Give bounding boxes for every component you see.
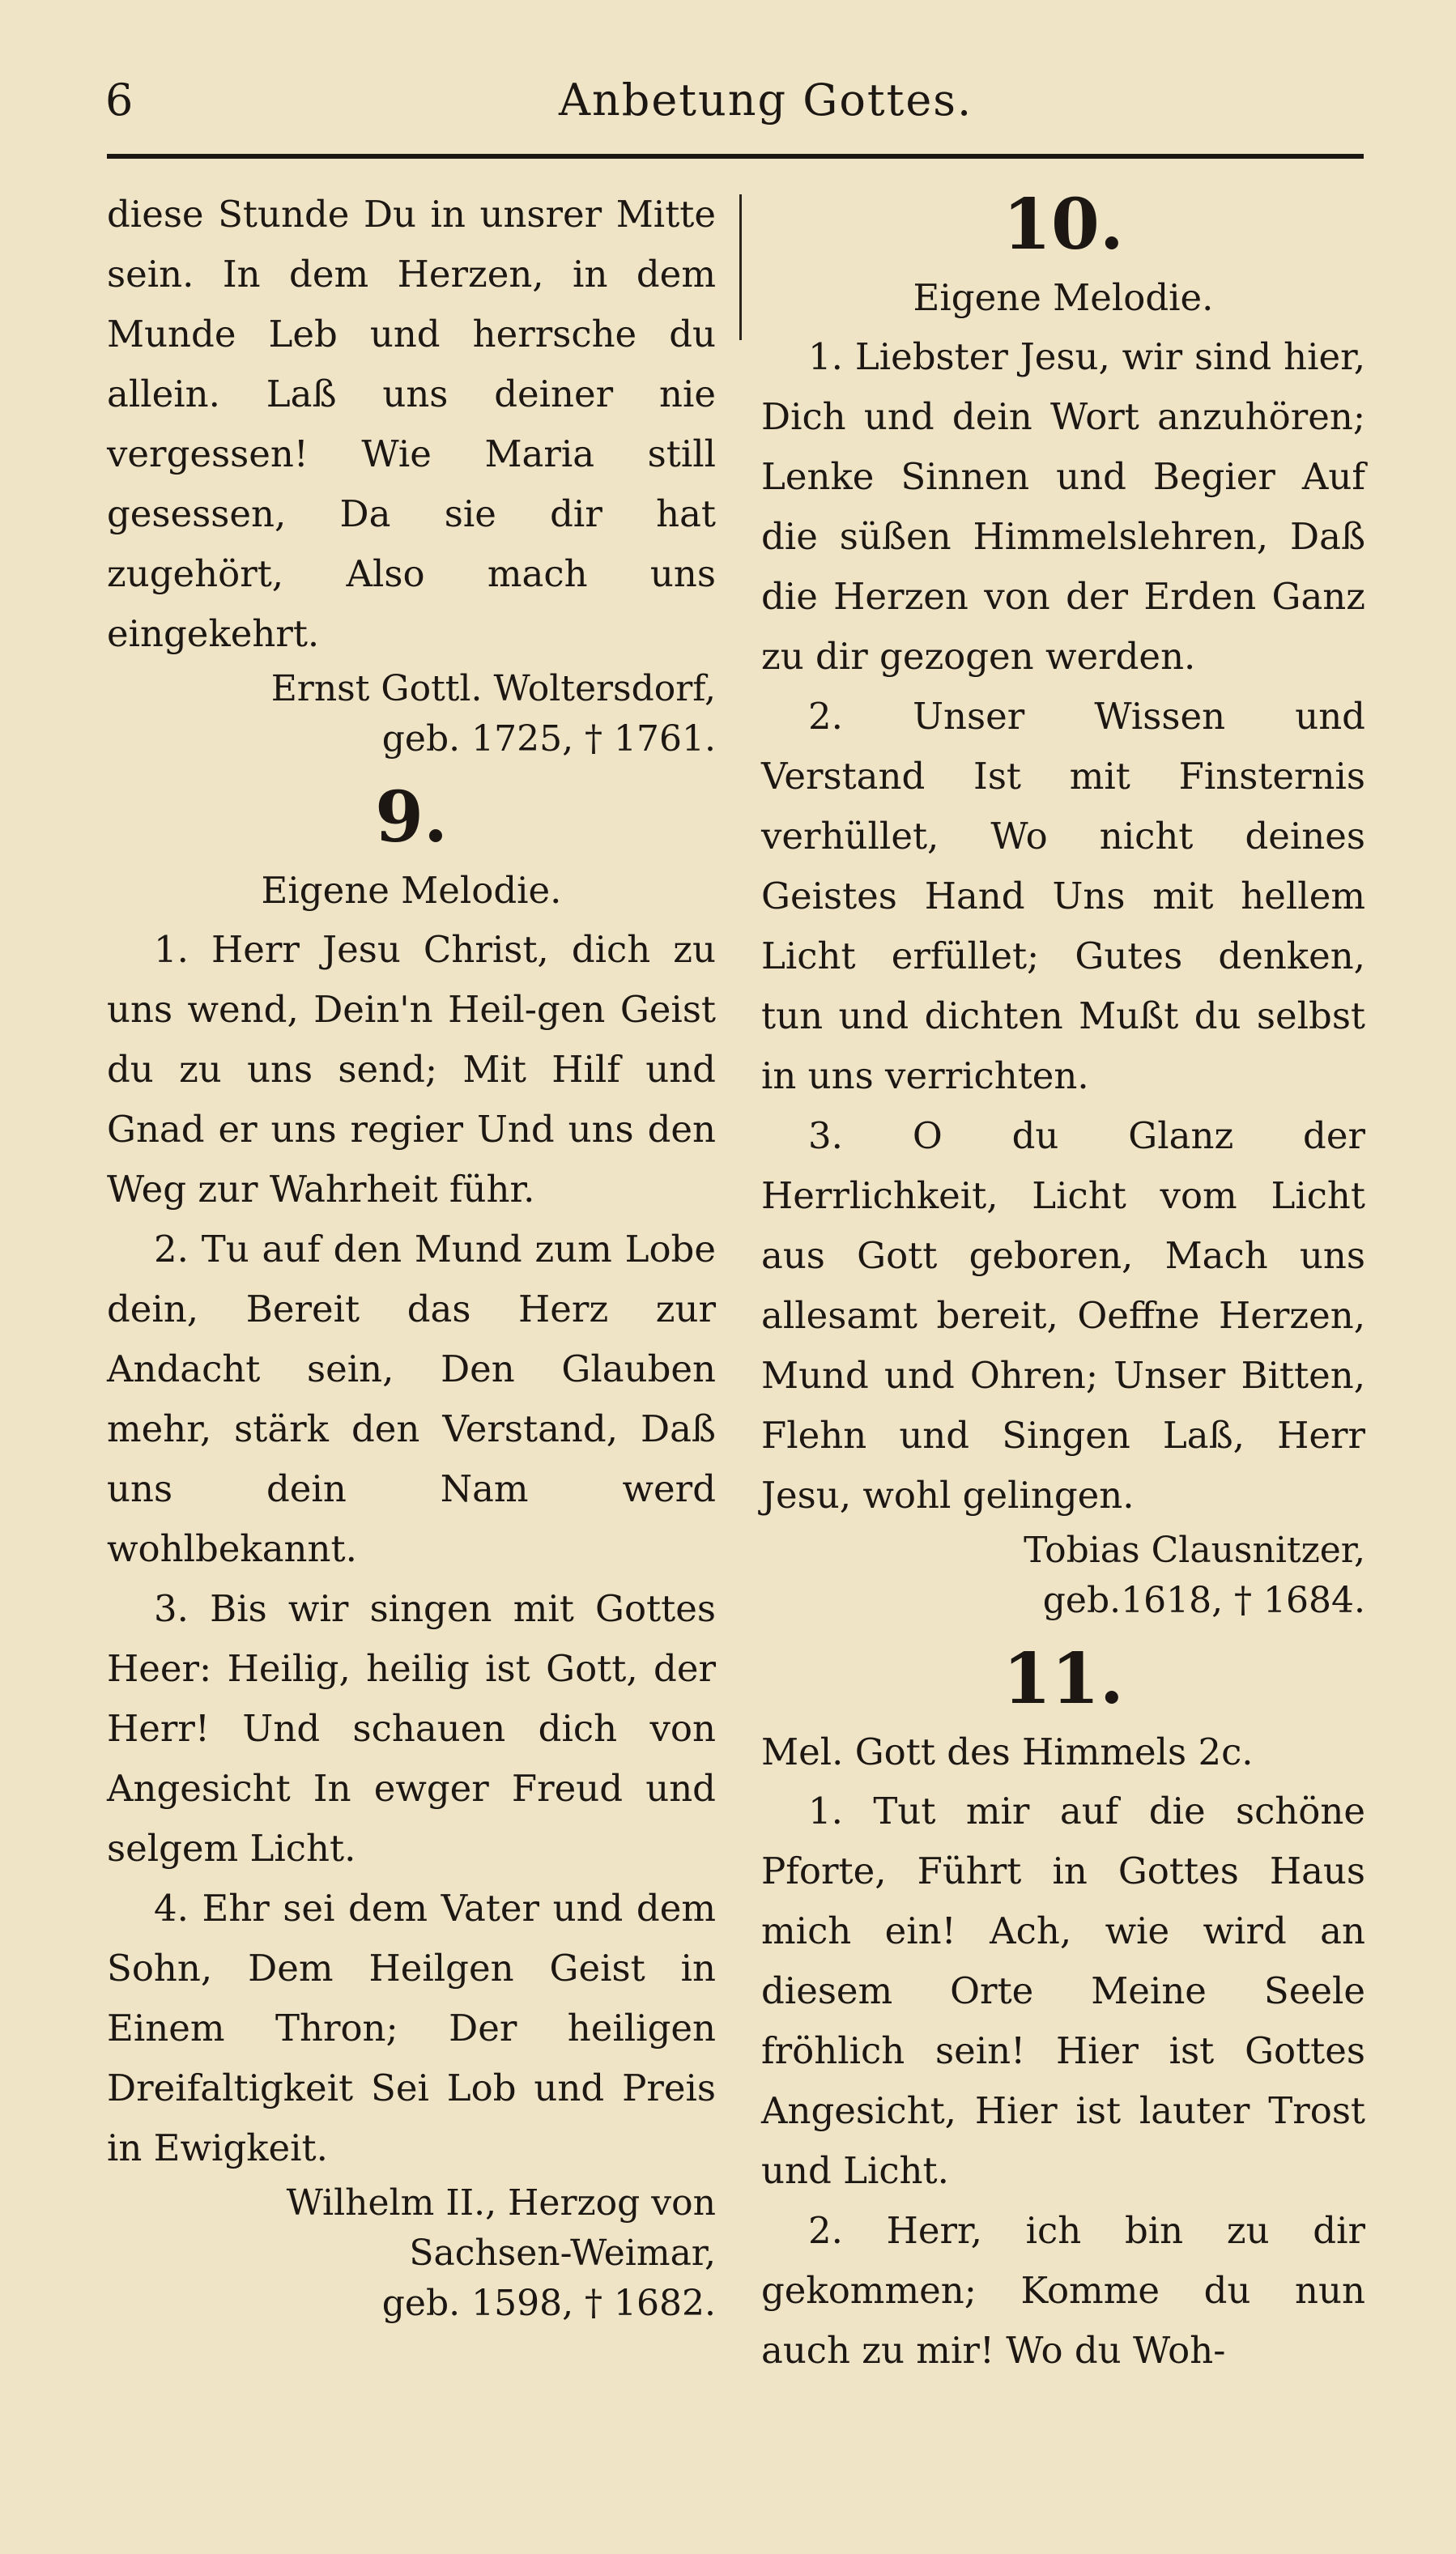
author-dates: geb. 1725, † 1761. bbox=[381, 718, 716, 760]
verse: 1. Tut mir auf die schöne Pforte, Führt in Gottes Haus mich ein! Ach, wie wird an diesem Orte Meine Seele fröhlich sein! Hier ist Gottes Angesicht, Hier ist lauter Trost und Licht. bbox=[761, 1790, 1365, 2192]
verse: 2. Tu auf den Mund zum Lobe dein, Bereit das Herz zur Andacht sein, Den Glauben mehr, stärk den Verstand, Daß uns dein Nam werd wohlbekannt. bbox=[107, 1228, 716, 1570]
hymn-number-10: 10. bbox=[1003, 184, 1124, 266]
author-credit bbox=[761, 1526, 1365, 1626]
page-number: 6 bbox=[105, 74, 134, 126]
author-line: Tobias Clausnitzer, bbox=[1024, 1530, 1365, 1571]
right-column bbox=[761, 185, 1365, 2381]
verse: 1. Herr Jesu Christ, dich zu uns wend, Dein'n Heil-gen Geist du zu uns send; Mit Hilf und Gnad er uns regier Und uns den Weg zur Wahrheit führ. bbox=[107, 928, 716, 1211]
hymn-number-11: 11. bbox=[1003, 1638, 1124, 1720]
author-credit bbox=[107, 664, 716, 764]
verse: 2. Unser Wissen und Verstand Ist mit Finsternis verhüllet, Wo nicht deines Geistes Hand Uns mit hellem Licht erfüllet; Gutes denken, tun und dichten Mußt du selbst in uns verrichten. bbox=[761, 695, 1365, 1097]
author-dates: geb. 1598, † 1682. bbox=[381, 2283, 716, 2324]
header-rule bbox=[107, 154, 1364, 159]
hymn-number-9: 9. bbox=[375, 777, 448, 858]
verse: 3. O du Glanz der Herrlichkeit, Licht vom Licht aus Gott geboren, Mach uns allesamt bereit, Oeffne Herzen, Mund und Ohren; Unser Bitten, Flehn und Singen Laß, Herr Jesu, wohl gelingen. bbox=[761, 1114, 1365, 1517]
verse: 1. Liebster Jesu, wir sind hier, Dich und dein Wort anzuhören; Lenke Sinnen und Begier Auf die süßen Himmelslehren, Daß die Herzen von der Erden Ganz zu dir gezogen werden. bbox=[761, 335, 1365, 678]
author-line: Ernst Gottl. Woltersdorf, bbox=[270, 668, 716, 709]
author-line: Sachsen-Weimar, bbox=[409, 2233, 716, 2274]
author-credit bbox=[107, 2178, 716, 2329]
melody-note: Eigene Melodie. bbox=[261, 869, 562, 912]
page-header bbox=[105, 74, 1369, 131]
running-title: Anbetung Gottes. bbox=[559, 74, 973, 126]
melody-note: Eigene Melodie. bbox=[913, 276, 1214, 319]
author-line: Wilhelm II., Herzog von bbox=[286, 2182, 716, 2224]
continued-verse: diese Stunde Du in unsrer Mitte sein. In dem Herzen, in dem Munde Leb und herrsche du allein. Laß uns deiner nie vergessen! Wie Maria still gesessen, Da sie dir hat zugehört, Also mach uns eingekehrt. bbox=[107, 193, 716, 655]
melody-note: Mel. Gott des Himmels 2c. bbox=[761, 1730, 1254, 1773]
left-column bbox=[107, 185, 716, 2329]
verse: 4. Ehr sei dem Vater und dem Sohn, Dem Heilgen Geist in Einem Thron; Der heiligen Dreifaltigkeit Sei Lob und Preis in Ewigkeit. bbox=[107, 1887, 716, 2169]
verse: 2. Herr, ich bin zu dir gekommen; Komme du nun auch zu mir! Wo du Woh- bbox=[761, 2209, 1365, 2372]
verse: 3. Bis wir singen mit Gottes Heer: Heilig, heilig ist Gott, der Herr! Und schauen dich von Angesicht In ewger Freud und selgem Licht. bbox=[107, 1587, 716, 1870]
column-divider bbox=[739, 194, 742, 340]
author-dates: geb.1618, † 1684. bbox=[1042, 1580, 1365, 1621]
